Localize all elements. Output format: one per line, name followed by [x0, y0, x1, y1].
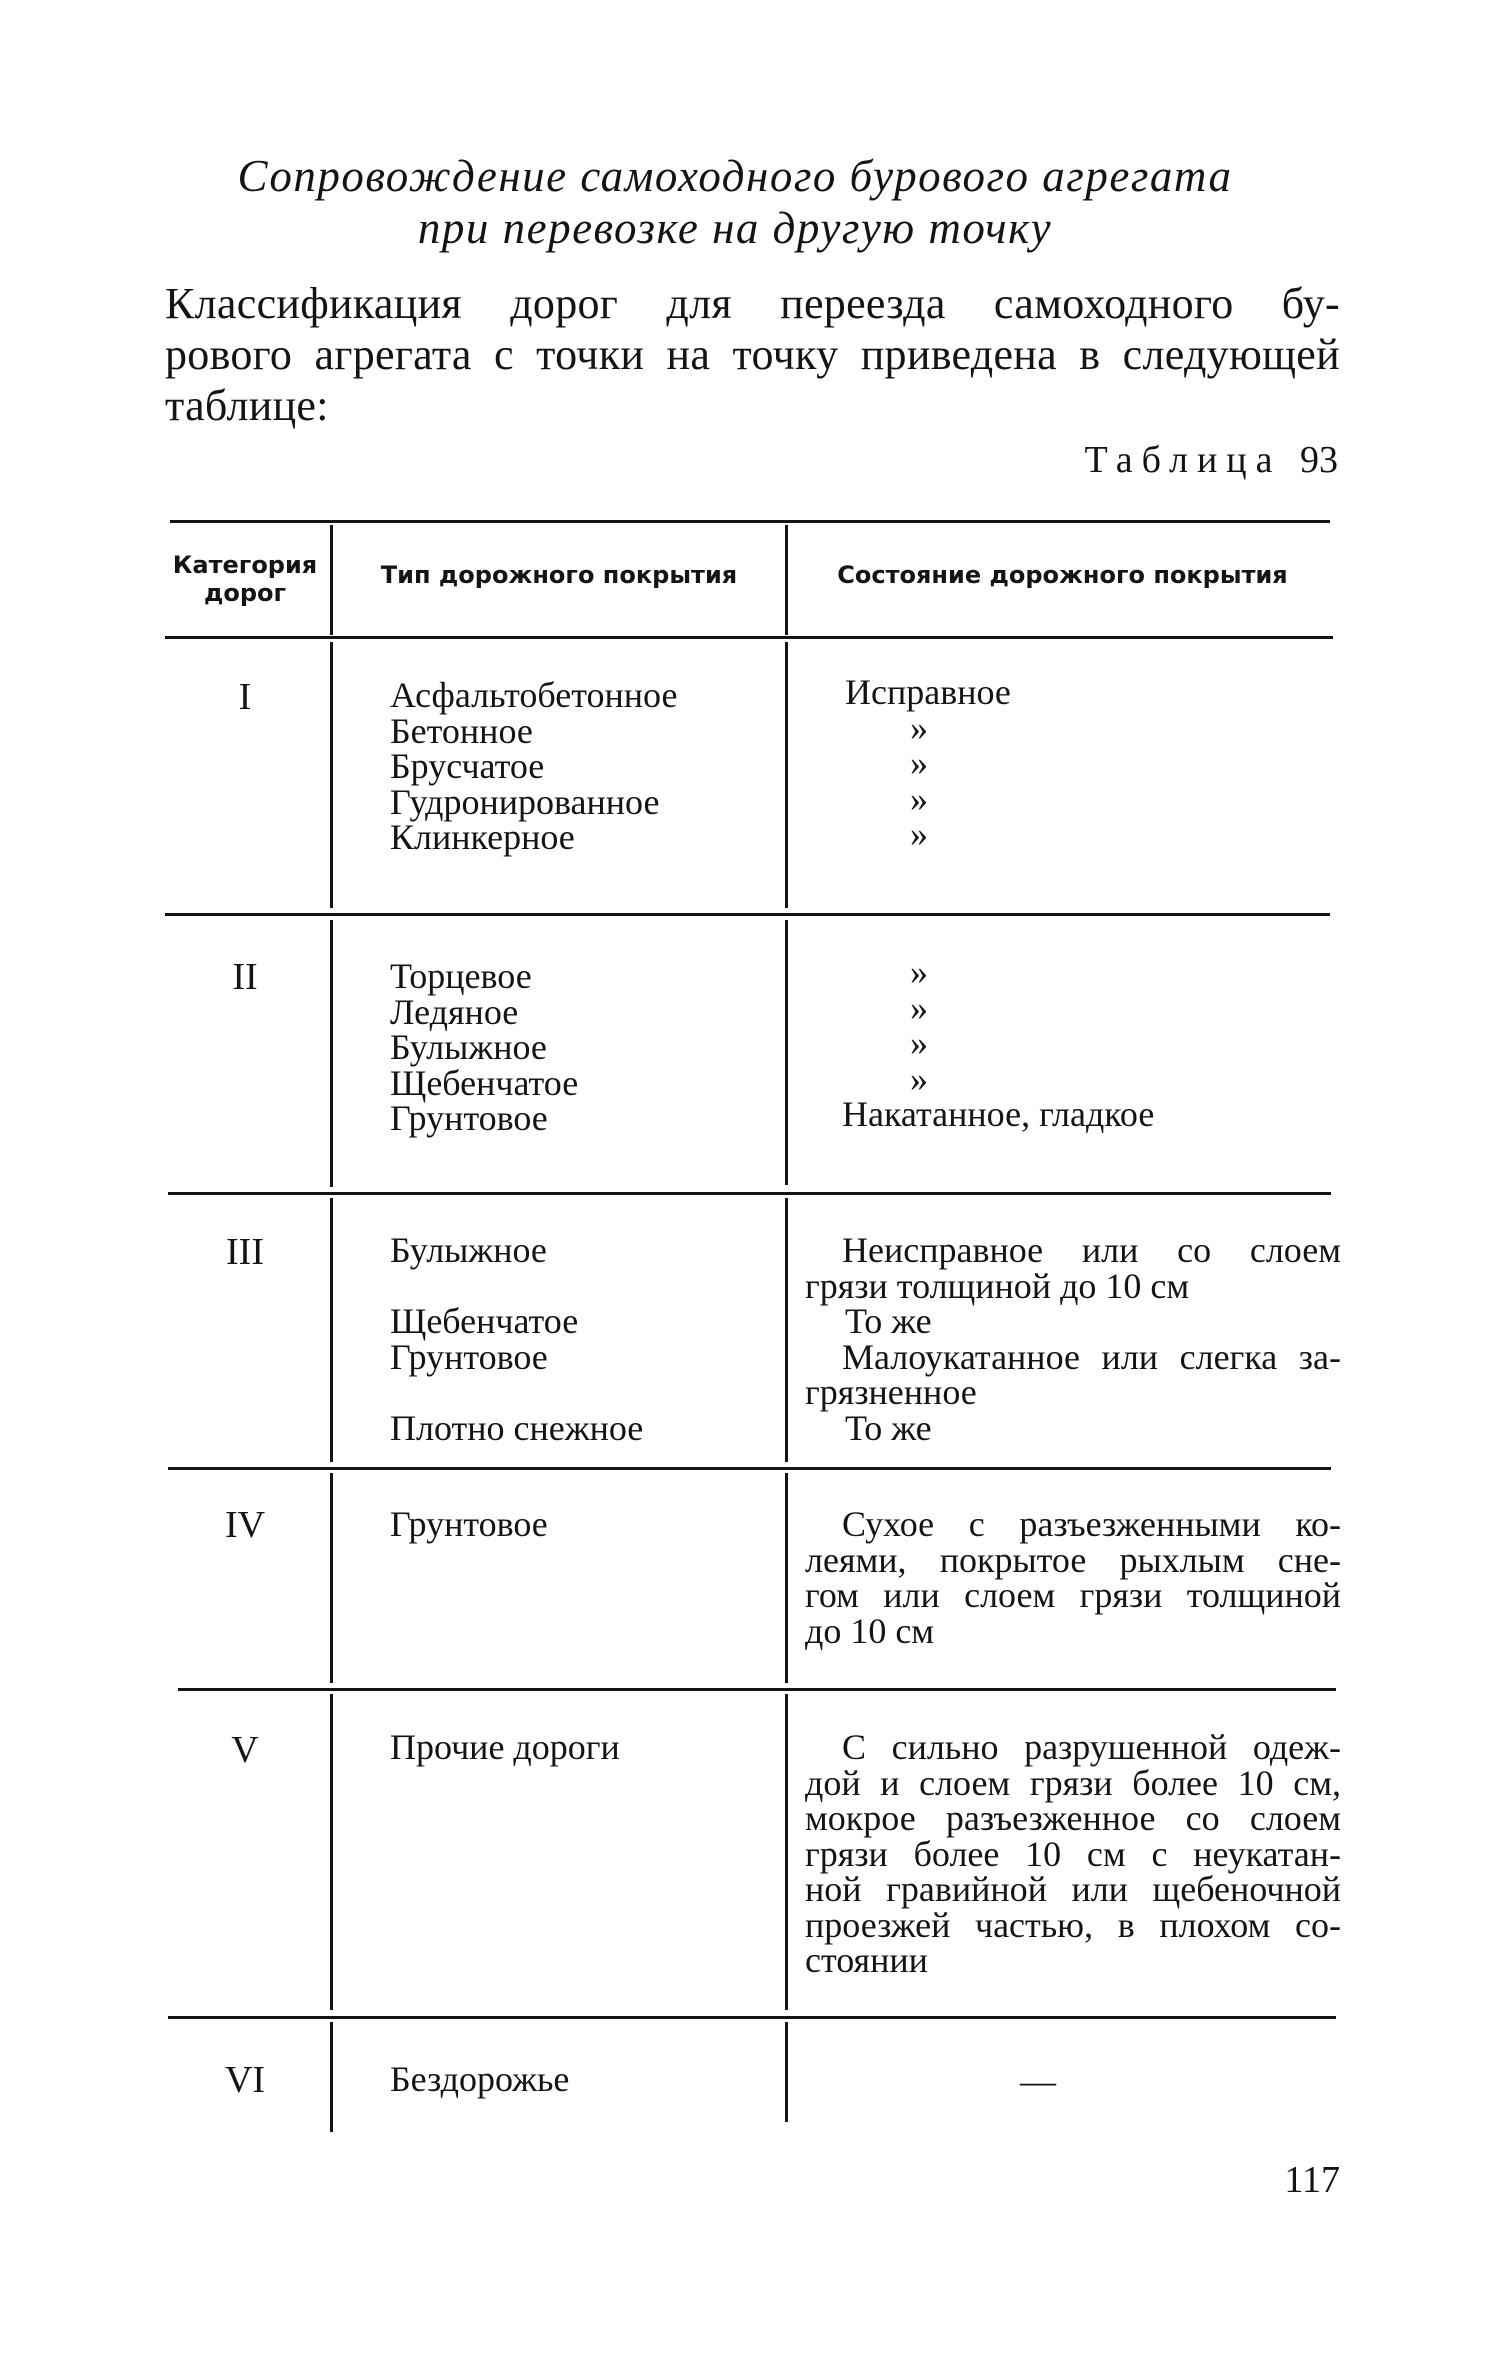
- state-item: ной гравийной или щебеночной: [805, 1869, 1341, 1909]
- header-bottom-rule: [165, 636, 1333, 639]
- column-divider: [330, 1694, 333, 2010]
- type-item: Прочие дороги: [390, 1727, 620, 1767]
- type-item: Щебенчатое: [390, 1301, 579, 1341]
- state-item: грязи толщиной до 10 см: [805, 1265, 1190, 1306]
- ditto-mark: »: [910, 952, 928, 992]
- column-divider: [785, 2022, 788, 2122]
- state-item: грязненное: [805, 1372, 977, 1412]
- column-divider: [785, 1694, 788, 2010]
- type-item: Булыжное: [390, 1230, 547, 1270]
- row-types: [390, 1230, 780, 1448]
- state-item: дой и слоем грязи более 10 см,: [805, 1762, 1341, 1803]
- row-category: V: [231, 1729, 259, 1771]
- type-item: Ледяное: [390, 991, 519, 1032]
- state-item: леями, покрытое рыхлым сне-: [805, 1539, 1341, 1580]
- type-item: Щебенчатое: [390, 1062, 579, 1103]
- state-item: Исправное: [845, 672, 1011, 712]
- column-divider: [330, 642, 333, 908]
- ditto-mark: »: [910, 987, 928, 1028]
- ditto-mark: »: [910, 1058, 928, 1099]
- type-item: Булыжное: [390, 1027, 547, 1067]
- row-types: [390, 1504, 780, 1544]
- state-item: гом или слоем грязи толщиной: [805, 1575, 1341, 1615]
- state-item: проезжей частью, в плохом со-: [805, 1904, 1341, 1945]
- column-divider: [785, 642, 788, 908]
- state-item: Малоукатанное или слегка за-: [842, 1336, 1341, 1377]
- row-types: [390, 2059, 780, 2099]
- state-item: Накатанное, гладкое: [842, 1094, 1155, 1134]
- row-category: VI: [224, 2059, 266, 2101]
- column-divider: [330, 1473, 333, 1683]
- row-divider: [168, 1192, 1331, 1195]
- row-divider: [168, 2016, 1336, 2019]
- row-types: [390, 1727, 780, 1767]
- ditto-mark: »: [910, 1023, 928, 1063]
- state-item: мокрое разъезженное со слоем: [805, 1798, 1341, 1838]
- column-divider: [330, 920, 333, 1187]
- type-item: Грунтовое: [390, 1098, 548, 1138]
- type-item: Грунтовое: [390, 1504, 548, 1544]
- column-divider: [330, 525, 333, 635]
- intro-line: рового агрегата с точки на точку приведена в следующей: [165, 330, 1340, 379]
- type-item: Бетонное: [390, 710, 533, 751]
- column-divider: [330, 2022, 333, 2132]
- type-item: Торцевое: [390, 956, 532, 996]
- table-label: [1084, 438, 1338, 482]
- state-item: То же: [845, 1407, 932, 1448]
- type-item: Клинкерное: [390, 817, 575, 857]
- column-divider: [785, 1473, 788, 1683]
- state-item: Сухое с разъезженными ко-: [842, 1504, 1341, 1544]
- state-item: стоянии: [805, 1940, 928, 1980]
- type-item: Асфальтобетонное: [390, 675, 678, 715]
- empty-state-dash: —: [1020, 2061, 1056, 2101]
- header-category-line: Категория: [172, 551, 318, 579]
- state-item: Неисправное или со слоем: [842, 1230, 1341, 1270]
- header-type: Тип дорожного покрытия: [380, 561, 738, 589]
- table-top-rule: [170, 520, 1330, 523]
- header-category-line: дорог: [203, 579, 287, 607]
- column-divider: [785, 525, 788, 635]
- row-states: [805, 1727, 1341, 1980]
- type-item-blank: [390, 1269, 780, 1305]
- row-states: [805, 1504, 1341, 1651]
- type-item: Грунтовое: [390, 1336, 548, 1377]
- page-number: 117: [1284, 2159, 1340, 2201]
- row-category: II: [232, 956, 258, 998]
- intro-paragraph: [165, 278, 1340, 431]
- type-item: Брусчатое: [390, 746, 545, 786]
- state-item: до 10 см: [805, 1610, 935, 1651]
- state-item: То же: [845, 1301, 932, 1341]
- ditto-mark: »: [910, 814, 928, 854]
- ditto-mark: »: [910, 743, 928, 783]
- row-types: [390, 956, 780, 1138]
- row-category: III: [226, 1231, 264, 1273]
- column-divider: [330, 1198, 333, 1462]
- header-category: [160, 551, 330, 607]
- column-divider: [785, 1198, 788, 1462]
- type-item: Бездорожье: [390, 2059, 570, 2099]
- row-category: I: [238, 676, 252, 718]
- state-item: грязи более 10 см с неукатан-: [805, 1833, 1341, 1874]
- row-states: [805, 1230, 1341, 1448]
- row-divider: [168, 1467, 1331, 1470]
- row-divider: [165, 913, 1330, 916]
- row-category: IV: [224, 1504, 266, 1546]
- row-divider: [178, 1688, 1336, 1691]
- intro-line: таблице:: [165, 381, 329, 430]
- row-types: [390, 675, 780, 857]
- type-item: Плотно снежное: [390, 1407, 644, 1448]
- header-state: Состояние дорожного покрытия: [837, 561, 1288, 589]
- type-item: Гудронированное: [390, 781, 660, 822]
- section-title-line: при перевозке на другую точку: [417, 203, 1053, 253]
- ditto-mark: »: [910, 707, 928, 748]
- row-states: [845, 672, 1381, 854]
- ditto-mark: »: [910, 778, 928, 819]
- section-title: [170, 150, 1300, 254]
- section-title-line: Сопровождение самоходного бурового агрегата: [237, 151, 1233, 201]
- table-label-number: 93: [1300, 439, 1338, 481]
- column-divider: [785, 920, 788, 1185]
- row-states: [842, 952, 1378, 1134]
- table-label-word: Таблица: [1084, 439, 1282, 481]
- state-item: С сильно разрушенной одеж-: [842, 1727, 1341, 1767]
- intro-line: Классификация дорог для переезда самоходного бу-: [165, 279, 1340, 328]
- type-item-blank: [390, 1375, 780, 1411]
